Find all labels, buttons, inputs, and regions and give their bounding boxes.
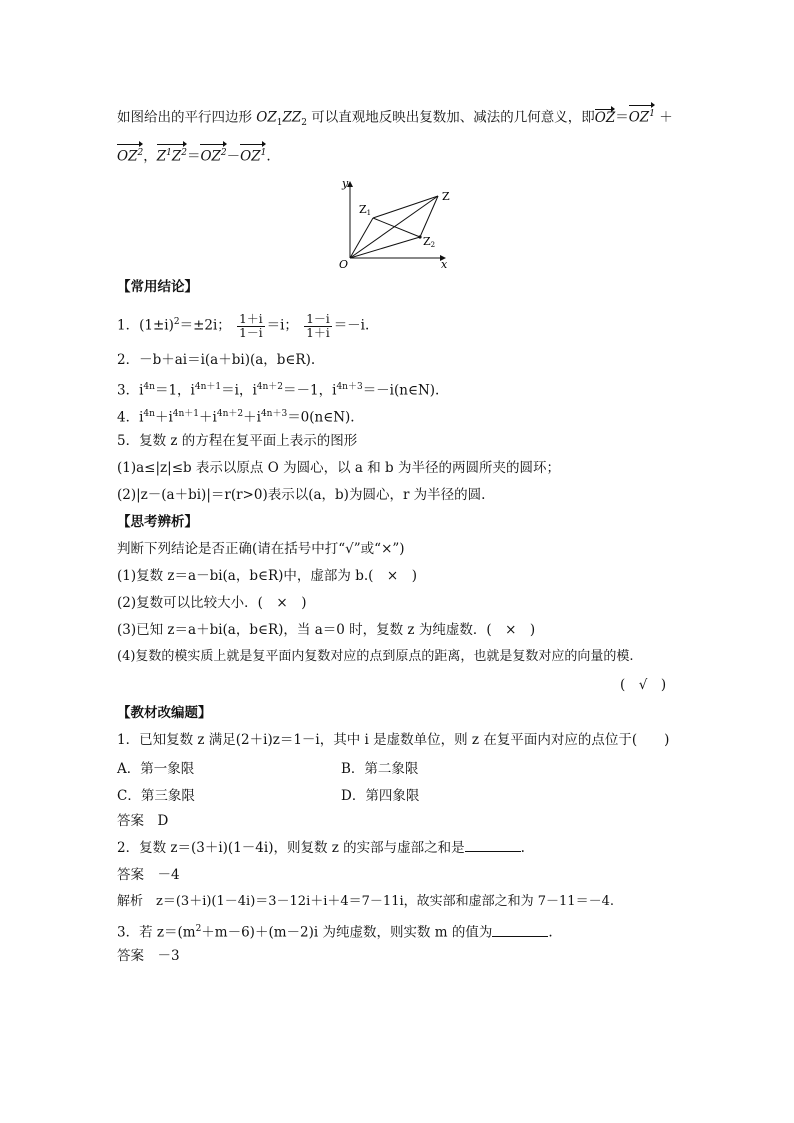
conclusion-5-1: (1)a≤|z|≤b 表示以原点 O 为圆心，以 a 和 b 为半径的两圆所夹的圆环；	[117, 460, 560, 476]
c3-d-sup: 4n＋3	[336, 382, 363, 392]
c4-c: ＋i	[199, 409, 217, 426]
problem-3-sup: 2	[195, 924, 202, 934]
section-title-textbook: 【教材改编题】	[117, 705, 212, 721]
vector-oz1	[629, 104, 655, 128]
answer-1: 答案 D	[117, 813, 169, 829]
equals-sign-2: ＝	[186, 148, 201, 165]
problem-3-end: .	[548, 924, 553, 941]
problem-2-end: .	[520, 840, 525, 856]
option-b: B．第二象限	[341, 761, 419, 777]
section-title-think: 【思考辨析】	[117, 514, 198, 530]
c1-sup: 2	[173, 317, 180, 327]
c4-d-sup: 4n＋3	[260, 409, 288, 419]
think-q1: (1)复数 z＝a－bi(a，b∈R)中，虚部为 b.( × )	[117, 568, 417, 584]
c4-d: ＋i	[243, 409, 261, 426]
intro-line-2	[117, 143, 271, 167]
think-q4: (4)复数的模实质上就是复平面内复数对应的点到原点的距离，也就是复数对应的向量的模.	[117, 649, 634, 664]
problem-1: 1．已知复数 z 满足(2＋i)z＝1－i，其中 i 是虚数单位，则 z 在复平面内对应的点位于( )	[117, 732, 670, 748]
answer-blank-2	[465, 839, 521, 852]
vector-z1z2	[157, 143, 187, 167]
conclusion-3	[117, 377, 439, 401]
vector-oz1b	[240, 143, 266, 167]
problem-2	[117, 838, 525, 858]
think-q4-answer: ( √ )	[620, 677, 667, 693]
vector-oz1-sup: 1	[649, 109, 655, 119]
problem-3-a: 3．若 z＝(m	[117, 924, 196, 941]
c3-c-sup: 4n＋2	[256, 382, 284, 392]
vector-oz2-sup: 2	[137, 148, 144, 158]
vector-oz2-text: OZ	[117, 148, 138, 165]
c1-prefix: 1．(1±i)	[117, 317, 174, 334]
point-z2-sub: 2	[430, 241, 436, 249]
c3-e: ＝－i(n∈N).	[362, 382, 440, 399]
option-d: D．第四象限	[341, 788, 420, 804]
shape-sub1: 1	[276, 118, 283, 129]
conclusion-4	[117, 404, 355, 428]
point-z1-text: Z	[359, 203, 367, 216]
point-z1-sub: 1	[366, 209, 372, 217]
diagonal-z1-z2	[373, 218, 420, 237]
vector-oz2b	[200, 143, 226, 167]
intro-text: 如图给出的平行四边形	[117, 109, 257, 126]
c1-mid: ＝±2i；	[179, 317, 231, 334]
vector-z1z2-sup1: 1	[166, 148, 172, 158]
section-title-conclusions: 【常用结论】	[117, 279, 198, 295]
parallelogram-figure	[335, 176, 460, 272]
intro-text-2: 可以直观地反映出复数加、减法的几何意义，即	[306, 109, 595, 126]
fraction-1-num: 1＋i	[239, 311, 263, 326]
c3-c: ＝i，i	[221, 382, 257, 399]
segment-z1-z	[373, 196, 438, 218]
fraction-1-eq: ＝i；	[266, 317, 298, 334]
y-axis-label: y	[342, 177, 349, 190]
problem-2-text: 2．复数 z＝(3＋i)(1－4i)，则复数 z 的实部与虚部之和是	[117, 840, 465, 856]
conclusion-5-2: (2)|z－(a＋bi)|＝r(r>0)表示以(a，b)为圆心，r 为半径的圆.	[117, 487, 486, 503]
separator: ，	[143, 148, 157, 165]
answer-2: 答案 －4	[117, 867, 180, 883]
c3-b: ＝1，i	[154, 382, 195, 399]
answer-blank-3	[492, 924, 548, 937]
fraction-2	[304, 313, 331, 340]
conclusion-2: 2．－b＋ai＝i(a＋bi)(a，b∈R).	[117, 352, 316, 368]
period: .	[266, 148, 271, 165]
shape-sub2: 2	[301, 118, 307, 129]
vector-oz2b-sup: 2	[220, 148, 227, 158]
plus-sign: ＋	[654, 109, 673, 126]
c4-a: 4．i	[117, 409, 144, 426]
problem-3-b: ＋m－6)＋(m－2)i 为纯虚数，则实数 m 的值为	[201, 924, 493, 941]
fraction-2-den: 1＋i	[306, 325, 330, 340]
c4-b: ＋i	[154, 409, 173, 426]
point-z2-text: Z	[423, 235, 431, 248]
c4-a-sup: 4n	[143, 409, 155, 419]
intro-line-1	[117, 104, 673, 133]
c4-e: ＝0(n∈N).	[287, 409, 355, 426]
think-q3: (3)已知 z＝a＋bi(a，b∈R)，当 a＝0 时，复数 z 为纯虚数．( × )	[117, 622, 536, 638]
option-c: C．第三象限	[117, 788, 195, 804]
equals-sign: ＝	[615, 109, 629, 126]
x-axis-label: x	[441, 258, 448, 271]
vector-z1z2-b: Z	[171, 148, 182, 165]
vector-oz1b-text: OZ	[240, 148, 261, 165]
vector-z1z2-sup2: 2	[181, 148, 187, 158]
c3-b-sup: 4n＋1	[194, 382, 222, 392]
option-a: A．第一象限	[117, 761, 195, 777]
fraction-2-eq: ＝－i.	[333, 317, 370, 334]
c4-b-sup: 4n＋1	[172, 409, 200, 419]
vector-oz2b-text: OZ	[200, 148, 221, 165]
shape-label: OZ	[256, 109, 277, 126]
conclusion-1	[117, 312, 369, 340]
solution-2: 解析 z＝(3＋i)(1－4i)＝3－12i＋i＋4＝7－11i，故实部和虚部之和为 7－11＝－4.	[117, 894, 614, 909]
point-z2	[418, 235, 421, 238]
vector-z1z2-a: Z	[156, 148, 167, 165]
point-z2-label	[423, 235, 435, 249]
fraction-2-num: 1－i	[306, 311, 330, 326]
point-z1-label	[359, 203, 371, 217]
c3-a: 3．i	[117, 382, 144, 399]
vector-oz2	[117, 143, 143, 167]
c3-a-sup: 4n	[143, 382, 155, 392]
answer-3: 答案 －3	[117, 948, 180, 964]
fraction-1	[237, 313, 264, 340]
conclusion-5: 5．复数 z 的方程在复平面上表示的图形	[117, 433, 358, 449]
c4-c-sup: 4n＋2	[216, 409, 244, 419]
think-q2: (2)复数可以比较大小．( × )	[117, 595, 307, 611]
vector-oz1-text: OZ	[628, 109, 650, 126]
origin-label: O	[339, 258, 349, 271]
c3-d: ＝－1，i	[283, 382, 337, 399]
vector-oz1b-sup: 1	[260, 148, 267, 158]
think-intro: 判断下列结论是否正确(请在括号中打“√”或“×”)	[117, 541, 405, 557]
fraction-1-den: 1－i	[239, 325, 263, 340]
point-z-label: Z	[442, 190, 450, 203]
shape-mid: ZZ	[282, 109, 302, 126]
minus-sign: －	[226, 148, 241, 165]
problem-3	[117, 919, 553, 943]
vector-oz: OZ	[594, 109, 616, 126]
